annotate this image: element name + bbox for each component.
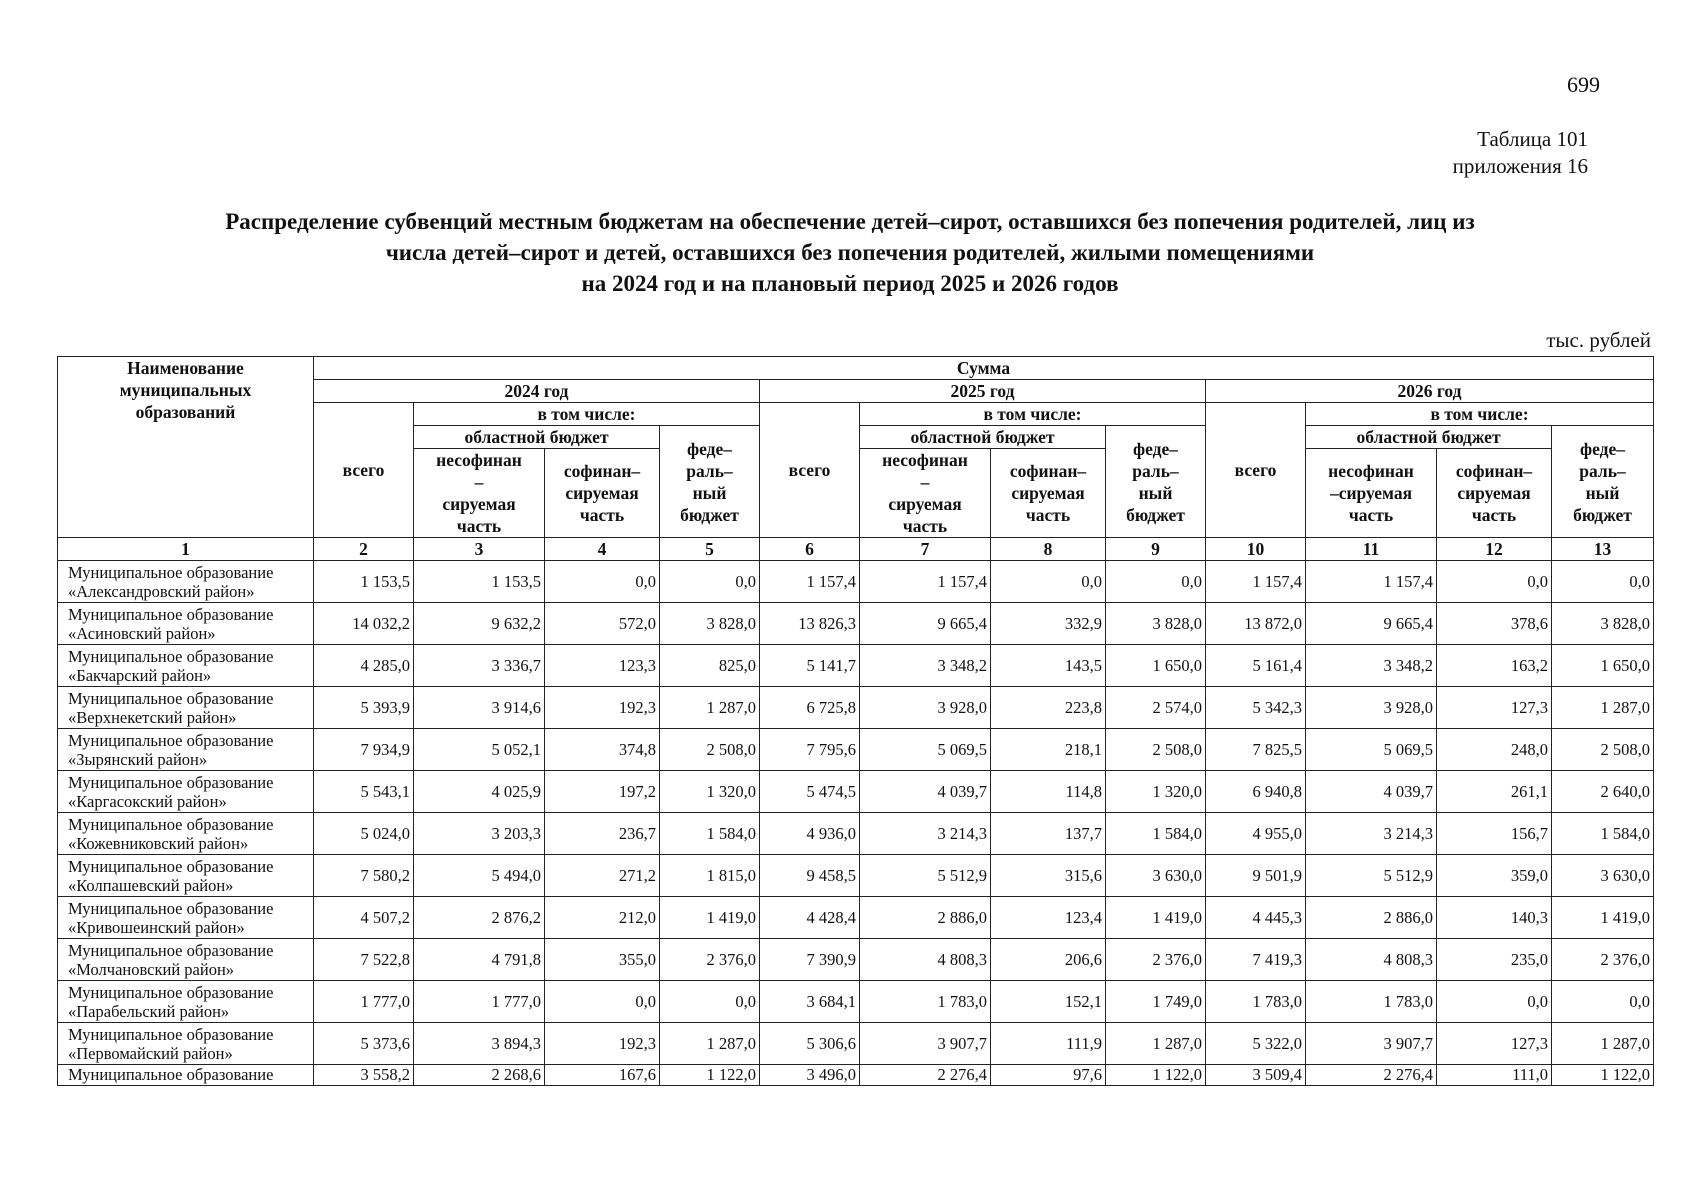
table-row <box>58 729 1654 771</box>
header-federal-line: бюджет <box>1573 504 1632 525</box>
header-regional-2026: областной бюджет <box>1306 426 1552 449</box>
value-cell: 192,3 <box>545 687 660 729</box>
municipality-name-line-1: Муниципальное образование <box>68 562 274 582</box>
column-number: 9 <box>1106 538 1206 561</box>
header-nonco-2024 <box>414 449 545 538</box>
value-cell: 114,8 <box>991 771 1106 813</box>
value-cell: 140,3 <box>1437 897 1552 939</box>
municipality-name-line-1: Муниципальное образование <box>68 814 274 834</box>
subvention-table <box>57 356 1654 1086</box>
value-cell: 315,6 <box>991 855 1106 897</box>
value-cell: 7 390,9 <box>760 939 860 981</box>
value-cell: 1 287,0 <box>660 687 760 729</box>
value-cell: 1 157,4 <box>860 561 991 603</box>
municipality-name-line-1: Муниципальное образование <box>68 1024 274 1044</box>
title-line-2: числа детей–сирот и детей, оставшихся без попечения родителей, жилыми помещениями <box>385 240 1315 265</box>
value-cell: 5 069,5 <box>860 729 991 771</box>
value-cell: 7 580,2 <box>314 855 414 897</box>
value-cell: 4 025,9 <box>414 771 545 813</box>
value-cell: 2 276,4 <box>1306 1065 1437 1086</box>
value-cell: 1 157,4 <box>1206 561 1306 603</box>
table-row <box>58 855 1654 897</box>
appendix-number: приложения 16 <box>1452 154 1588 178</box>
header-federal-line: раль– <box>686 460 733 481</box>
value-cell: 4 955,0 <box>1206 813 1306 855</box>
value-cell: 7 934,9 <box>314 729 414 771</box>
header-co-2024 <box>545 449 660 538</box>
value-cell: 197,2 <box>545 771 660 813</box>
table-row <box>58 1065 1654 1086</box>
value-cell: 374,8 <box>545 729 660 771</box>
value-cell: 4 808,3 <box>860 939 991 981</box>
municipality-name <box>58 855 314 897</box>
value-cell: 111,0 <box>1437 1065 1552 1086</box>
value-cell: 825,0 <box>660 645 760 687</box>
value-cell: 378,6 <box>1437 603 1552 645</box>
municipality-name <box>58 645 314 687</box>
value-cell: 2 508,0 <box>1106 729 1206 771</box>
value-cell: 5 494,0 <box>414 855 545 897</box>
value-cell: 123,4 <box>991 897 1106 939</box>
column-number: 7 <box>860 538 991 561</box>
value-cell: 355,0 <box>545 939 660 981</box>
header-federal-line: бюджет <box>680 504 739 525</box>
value-cell: 167,6 <box>545 1065 660 1086</box>
municipality-name <box>58 687 314 729</box>
value-cell: 4 428,4 <box>760 897 860 939</box>
value-cell: 5 512,9 <box>1306 855 1437 897</box>
document-title <box>90 206 1610 299</box>
value-cell: 2 886,0 <box>860 897 991 939</box>
value-cell: 2 640,0 <box>1552 771 1654 813</box>
municipality-name <box>58 603 314 645</box>
value-cell: 0,0 <box>1437 561 1552 603</box>
municipality-name-line-1: Муниципальное образование <box>68 772 274 792</box>
value-cell: 0,0 <box>1552 561 1654 603</box>
value-cell: 1 419,0 <box>1106 897 1206 939</box>
municipality-name-line-2: «Александровский район» <box>68 581 255 601</box>
municipality-name-line-2: «Бакчарский район» <box>68 665 212 685</box>
municipality-name-line-2: «Асиновский район» <box>68 623 216 643</box>
table-row <box>58 1023 1654 1065</box>
value-cell: 5 141,7 <box>760 645 860 687</box>
value-cell: 3 348,2 <box>860 645 991 687</box>
value-cell: 3 914,6 <box>414 687 545 729</box>
value-cell: 235,0 <box>1437 939 1552 981</box>
header-year-2026: 2026 год <box>1206 380 1654 403</box>
value-cell: 5 069,5 <box>1306 729 1437 771</box>
header-federal-line: феде– <box>1132 438 1178 459</box>
value-cell: 3 203,3 <box>414 813 545 855</box>
value-cell: 1 122,0 <box>1106 1065 1206 1086</box>
header-year-2024: 2024 год <box>314 380 760 403</box>
municipality-name <box>58 939 314 981</box>
value-cell: 0,0 <box>660 981 760 1023</box>
value-cell: 2 508,0 <box>1552 729 1654 771</box>
column-number: 5 <box>660 538 760 561</box>
value-cell: 9 501,9 <box>1206 855 1306 897</box>
value-cell: 5 393,9 <box>314 687 414 729</box>
value-cell: 163,2 <box>1437 645 1552 687</box>
header-co-line: софинан– <box>1009 461 1087 481</box>
table-reference <box>1453 126 1588 180</box>
value-cell: 9 665,4 <box>1306 603 1437 645</box>
value-cell: 3 828,0 <box>1552 603 1654 645</box>
value-cell: 127,3 <box>1437 687 1552 729</box>
header-federal-line: ный <box>692 482 727 503</box>
municipality-name <box>58 813 314 855</box>
value-cell: 1 584,0 <box>660 813 760 855</box>
header-nonco-line: сируемая <box>888 494 962 514</box>
header-nonco-line: – <box>474 472 484 492</box>
value-cell: 572,0 <box>545 603 660 645</box>
header-total-2026: всего <box>1206 403 1306 538</box>
municipality-name-line-1: Муниципальное образование <box>68 856 274 876</box>
value-cell: 1 287,0 <box>1552 1023 1654 1065</box>
value-cell: 248,0 <box>1437 729 1552 771</box>
value-cell: 2 376,0 <box>660 939 760 981</box>
value-cell: 4 039,7 <box>1306 771 1437 813</box>
value-cell: 9 458,5 <box>760 855 860 897</box>
value-cell: 9 665,4 <box>860 603 991 645</box>
value-cell: 0,0 <box>1552 981 1654 1023</box>
value-cell: 7 795,6 <box>760 729 860 771</box>
value-cell: 1 287,0 <box>1552 687 1654 729</box>
value-cell: 1 320,0 <box>660 771 760 813</box>
value-cell: 7 419,3 <box>1206 939 1306 981</box>
value-cell: 13 826,3 <box>760 603 860 645</box>
header-co-line: сируемая <box>1457 483 1531 503</box>
value-cell: 0,0 <box>1106 561 1206 603</box>
value-cell: 4 039,7 <box>860 771 991 813</box>
table-body <box>58 561 1654 1086</box>
value-cell: 1 584,0 <box>1552 813 1654 855</box>
header-federal-2025 <box>1106 426 1206 538</box>
value-cell: 2 276,4 <box>860 1065 991 1086</box>
header-year-2025: 2025 год <box>760 380 1206 403</box>
header-co-line: софинан– <box>1455 461 1533 481</box>
table-row <box>58 561 1654 603</box>
value-cell: 4 936,0 <box>760 813 860 855</box>
value-cell: 212,0 <box>545 897 660 939</box>
value-cell: 9 632,2 <box>414 603 545 645</box>
value-cell: 359,0 <box>1437 855 1552 897</box>
value-cell: 1 783,0 <box>1306 981 1437 1023</box>
municipality-name-line-2: «Зырянский район» <box>68 749 208 769</box>
header-federal-line: феде– <box>686 438 732 459</box>
value-cell: 3 630,0 <box>1106 855 1206 897</box>
value-cell: 1 122,0 <box>660 1065 760 1086</box>
municipality-name-line-2: «Парабельский район» <box>68 1001 230 1021</box>
municipality-name-line-1: Муниципальное образование <box>68 940 274 960</box>
municipality-name-line-2: «Каргасокский район» <box>68 791 227 811</box>
value-cell: 4 285,0 <box>314 645 414 687</box>
value-cell: 137,7 <box>991 813 1106 855</box>
value-cell: 1 153,5 <box>314 561 414 603</box>
value-cell: 5 024,0 <box>314 813 414 855</box>
header-federal-line: бюджет <box>1126 504 1185 525</box>
municipality-name-line-2: «Первомайский район» <box>68 1043 233 1063</box>
value-cell: 5 161,4 <box>1206 645 1306 687</box>
header-including-2026: в том числе: <box>1306 403 1654 426</box>
municipality-name-line-1: Муниципальное образование <box>68 730 274 750</box>
header-co-line: часть <box>1471 505 1517 525</box>
table-row <box>58 897 1654 939</box>
value-cell: 6 725,8 <box>760 687 860 729</box>
header-municipality <box>58 357 314 538</box>
value-cell: 2 268,6 <box>414 1065 545 1086</box>
header-municipality-line: Наименование <box>127 358 244 378</box>
header-federal-line: феде– <box>1580 438 1626 459</box>
title-line-3: на 2024 год и на плановый период 2025 и 2026 годов <box>581 271 1119 296</box>
value-cell: 2 508,0 <box>660 729 760 771</box>
municipality-name-line-2: «Верхнекетский район» <box>68 707 237 727</box>
header-co-line: часть <box>1025 505 1071 525</box>
header-nonco-line: несофинан <box>1328 461 1414 481</box>
page-number: 699 <box>1567 72 1600 97</box>
header-co-2025 <box>991 449 1106 538</box>
header-nonco-line: – <box>920 472 930 492</box>
value-cell: 1 287,0 <box>660 1023 760 1065</box>
value-cell: 4 507,2 <box>314 897 414 939</box>
value-cell: 1 122,0 <box>1552 1065 1654 1086</box>
value-cell: 2 376,0 <box>1106 939 1206 981</box>
header-nonco-line: –сируемая <box>1329 483 1413 503</box>
value-cell: 5 052,1 <box>414 729 545 771</box>
value-cell: 7 522,8 <box>314 939 414 981</box>
municipality-name <box>58 1023 314 1065</box>
value-cell: 261,1 <box>1437 771 1552 813</box>
value-cell: 1 783,0 <box>1206 981 1306 1023</box>
header-total-2025: всего <box>760 403 860 538</box>
value-cell: 1 153,5 <box>414 561 545 603</box>
value-cell: 0,0 <box>660 561 760 603</box>
column-number-row <box>58 538 1654 561</box>
value-cell: 14 032,2 <box>314 603 414 645</box>
value-cell: 5 512,9 <box>860 855 991 897</box>
value-cell: 97,6 <box>991 1065 1106 1086</box>
municipality-name-line-1: Муниципальное образование <box>68 604 274 624</box>
value-cell: 3 509,4 <box>1206 1065 1306 1086</box>
header-including-2024: в том числе: <box>414 403 760 426</box>
value-cell: 1 157,4 <box>760 561 860 603</box>
municipality-name <box>58 561 314 603</box>
municipality-name-line-1: Муниципальное образование <box>68 688 274 708</box>
value-cell: 0,0 <box>1437 981 1552 1023</box>
header-municipality-line: образований <box>135 402 236 422</box>
value-cell: 3 907,7 <box>1306 1023 1437 1065</box>
header-nonco-2026 <box>1306 449 1437 538</box>
value-cell: 1 419,0 <box>1552 897 1654 939</box>
table-row <box>58 645 1654 687</box>
value-cell: 1 157,4 <box>1306 561 1437 603</box>
table-row <box>58 603 1654 645</box>
header-sum: Сумма <box>314 357 1654 380</box>
header-nonco-line: часть <box>456 516 502 536</box>
header-co-2026 <box>1437 449 1552 538</box>
value-cell: 7 825,5 <box>1206 729 1306 771</box>
column-number: 2 <box>314 538 414 561</box>
value-cell: 332,9 <box>991 603 1106 645</box>
value-cell: 206,6 <box>991 939 1106 981</box>
value-cell: 3 684,1 <box>760 981 860 1023</box>
municipality-name-line-2: «Колпашевский район» <box>68 875 234 895</box>
municipality-name <box>58 729 314 771</box>
value-cell: 3 894,3 <box>414 1023 545 1065</box>
value-cell: 3 336,7 <box>414 645 545 687</box>
value-cell: 4 791,8 <box>414 939 545 981</box>
value-cell: 3 348,2 <box>1306 645 1437 687</box>
municipality-name-line-1: Муниципальное образование <box>68 1065 274 1084</box>
header-federal-line: ный <box>1585 482 1620 503</box>
value-cell: 1 777,0 <box>314 981 414 1023</box>
value-cell: 1 777,0 <box>414 981 545 1023</box>
value-cell: 3 828,0 <box>1106 603 1206 645</box>
header-nonco-line: несофинан <box>882 450 968 470</box>
municipality-name-line-1: Муниципальное образование <box>68 982 274 1002</box>
column-number: 8 <box>991 538 1106 561</box>
table-row <box>58 939 1654 981</box>
municipality-name <box>58 981 314 1023</box>
municipality-name-line-1: Муниципальное образование <box>68 898 274 918</box>
municipality-name-line-1: Муниципальное образование <box>68 646 274 666</box>
value-cell: 5 306,6 <box>760 1023 860 1065</box>
value-cell: 5 373,6 <box>314 1023 414 1065</box>
municipality-name <box>58 1065 314 1086</box>
value-cell: 1 783,0 <box>860 981 991 1023</box>
header-nonco-line: часть <box>902 516 948 536</box>
municipality-name-line-2: «Молчановский район» <box>68 959 235 979</box>
municipality-name <box>58 771 314 813</box>
header-regional-2024: областной бюджет <box>414 426 660 449</box>
column-number: 10 <box>1206 538 1306 561</box>
value-cell: 3 928,0 <box>1306 687 1437 729</box>
value-cell: 3 496,0 <box>760 1065 860 1086</box>
table-row <box>58 687 1654 729</box>
municipality-name-line-2: «Кожевниковский район» <box>68 833 249 853</box>
header-federal-2024 <box>660 426 760 538</box>
value-cell: 4 445,3 <box>1206 897 1306 939</box>
value-cell: 123,3 <box>545 645 660 687</box>
value-cell: 3 214,3 <box>1306 813 1437 855</box>
value-cell: 2 574,0 <box>1106 687 1206 729</box>
value-cell: 1 320,0 <box>1106 771 1206 813</box>
value-cell: 3 928,0 <box>860 687 991 729</box>
value-cell: 0,0 <box>545 561 660 603</box>
value-cell: 1 749,0 <box>1106 981 1206 1023</box>
value-cell: 1 419,0 <box>660 897 760 939</box>
title-line-1: Распределение субвенций местным бюджетам на обеспечение детей–сирот, оставшихся без попечения родителей, лиц из <box>225 209 1475 234</box>
value-cell: 6 940,8 <box>1206 771 1306 813</box>
value-cell: 111,9 <box>991 1023 1106 1065</box>
header-nonco-line: сируемая <box>442 494 516 514</box>
header-federal-line: раль– <box>1579 460 1626 481</box>
header-including-2025: в том числе: <box>860 403 1206 426</box>
value-cell: 143,5 <box>991 645 1106 687</box>
value-cell: 1 584,0 <box>1106 813 1206 855</box>
value-cell: 1 287,0 <box>1106 1023 1206 1065</box>
value-cell: 271,2 <box>545 855 660 897</box>
table-number: Таблица 101 <box>1477 127 1588 151</box>
units-label: тыс. рублей <box>1546 328 1651 352</box>
value-cell: 4 808,3 <box>1306 939 1437 981</box>
value-cell: 0,0 <box>991 561 1106 603</box>
column-number: 1 <box>58 538 314 561</box>
value-cell: 3 907,7 <box>860 1023 991 1065</box>
header-federal-2026 <box>1552 426 1654 538</box>
table-row <box>58 813 1654 855</box>
value-cell: 5 474,5 <box>760 771 860 813</box>
column-number: 11 <box>1306 538 1437 561</box>
header-total-2024: всего <box>314 403 414 538</box>
value-cell: 3 558,2 <box>314 1065 414 1086</box>
header-municipality-line: муниципальных <box>119 380 252 400</box>
header-nonco-line: несофинан <box>436 450 522 470</box>
column-number: 6 <box>760 538 860 561</box>
value-cell: 218,1 <box>991 729 1106 771</box>
header-co-line: сируемая <box>565 483 639 503</box>
header-nonco-line: часть <box>1348 505 1394 525</box>
table-row <box>58 771 1654 813</box>
column-number: 3 <box>414 538 545 561</box>
table-row <box>58 981 1654 1023</box>
value-cell: 152,1 <box>991 981 1106 1023</box>
value-cell: 192,3 <box>545 1023 660 1065</box>
header-regional-2025: областной бюджет <box>860 426 1106 449</box>
header-federal-line: раль– <box>1132 460 1179 481</box>
value-cell: 5 543,1 <box>314 771 414 813</box>
value-cell: 236,7 <box>545 813 660 855</box>
value-cell: 0,0 <box>545 981 660 1023</box>
column-number: 4 <box>545 538 660 561</box>
value-cell: 2 886,0 <box>1306 897 1437 939</box>
value-cell: 13 872,0 <box>1206 603 1306 645</box>
value-cell: 223,8 <box>991 687 1106 729</box>
value-cell: 3 828,0 <box>660 603 760 645</box>
value-cell: 1 650,0 <box>1106 645 1206 687</box>
column-number: 13 <box>1552 538 1654 561</box>
value-cell: 1 815,0 <box>660 855 760 897</box>
value-cell: 5 322,0 <box>1206 1023 1306 1065</box>
header-federal-line: ный <box>1138 482 1173 503</box>
column-number: 12 <box>1437 538 1552 561</box>
municipality-name-line-2: «Кривошеинский район» <box>68 917 245 937</box>
value-cell: 5 342,3 <box>1206 687 1306 729</box>
header-co-line: софинан– <box>563 461 641 481</box>
value-cell: 2 376,0 <box>1552 939 1654 981</box>
value-cell: 127,3 <box>1437 1023 1552 1065</box>
value-cell: 3 214,3 <box>860 813 991 855</box>
value-cell: 2 876,2 <box>414 897 545 939</box>
header-co-line: часть <box>579 505 625 525</box>
municipality-name <box>58 897 314 939</box>
value-cell: 156,7 <box>1437 813 1552 855</box>
value-cell: 3 630,0 <box>1552 855 1654 897</box>
value-cell: 1 650,0 <box>1552 645 1654 687</box>
header-co-line: сируемая <box>1011 483 1085 503</box>
header-nonco-2025 <box>860 449 991 538</box>
